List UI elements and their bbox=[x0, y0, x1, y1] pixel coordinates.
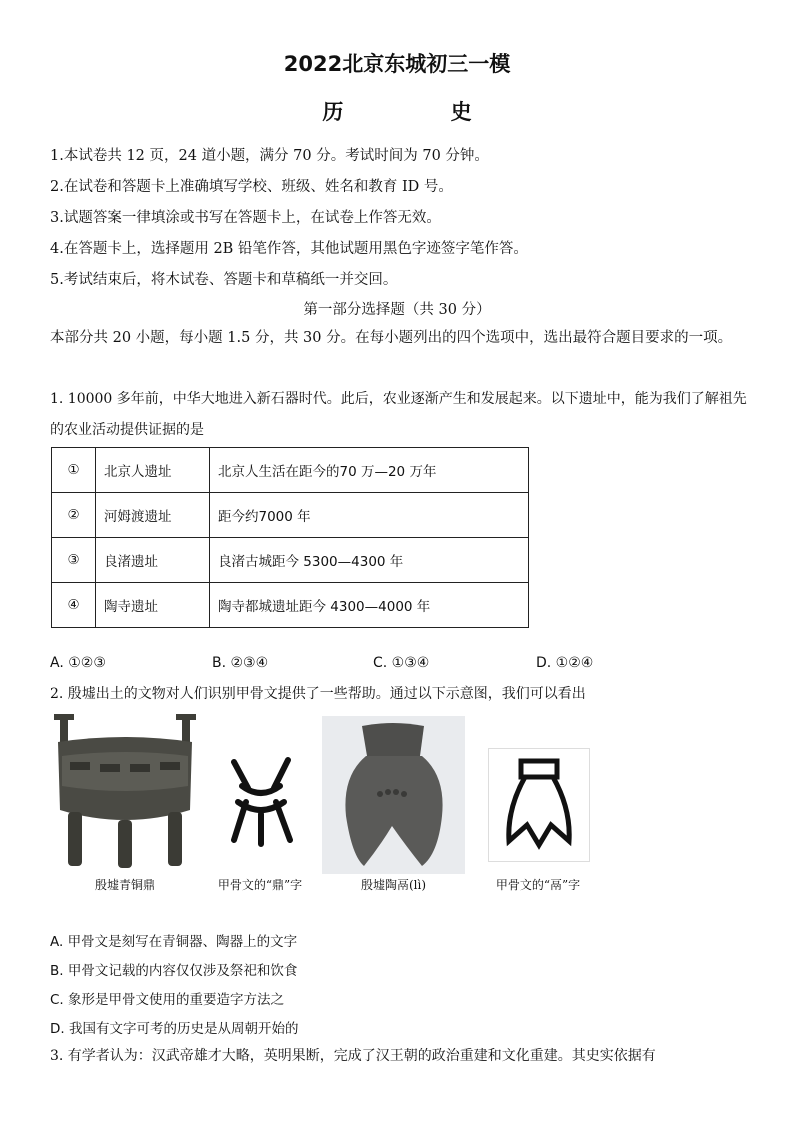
oracle-li-glyph bbox=[488, 748, 590, 862]
q1-option-c: C. ①③④ bbox=[373, 655, 430, 671]
q2-option-a: A. 甲骨文是刻写在青铜器、陶器上的文字 bbox=[50, 934, 298, 950]
oracle-ding-icon bbox=[206, 740, 316, 858]
instruction-2: 2.在试卷和答题卡上准确填写学校、班级、姓名和教育 ID 号。 bbox=[50, 179, 453, 195]
caption-oracle-ding: 甲骨文的“鼎”字 bbox=[217, 878, 303, 892]
oracle-ding-glyph bbox=[206, 740, 316, 858]
pottery-li-image bbox=[322, 716, 465, 874]
row-number: ④ bbox=[52, 583, 96, 628]
q1-option-a: A. ①②③ bbox=[50, 655, 106, 671]
table-row bbox=[52, 493, 529, 538]
sites-table bbox=[51, 447, 529, 628]
instruction-5: 5.考试结束后，将木试卷、答题卡和草稿纸一并交回。 bbox=[50, 272, 398, 288]
section-title: 第一部分选择题（共 30 分） bbox=[303, 302, 491, 318]
table-row bbox=[52, 538, 529, 583]
subject-title: 历 史 bbox=[322, 100, 522, 124]
caption-pottery-li: 殷墟陶鬲(lì) bbox=[360, 878, 427, 892]
caption-oracle-li: 甲骨文的“鬲”字 bbox=[495, 878, 581, 892]
instruction-3: 3.试题答案一律填涂或书写在答题卡上，在试卷上作答无效。 bbox=[50, 210, 441, 226]
site-desc: 距今约7000 年 bbox=[210, 493, 529, 538]
caption-bronze-ding: 殷墟青铜鼎 bbox=[94, 878, 155, 892]
q2-option-d: D. 我国有文字可考的历史是从周朝开始的 bbox=[50, 1021, 299, 1037]
q2-option-c: C. 象形是甲骨文使用的重要造字方法之 bbox=[50, 992, 285, 1008]
section-intro: 本部分共 20 小题，每小题 1.5 分，共 30 分。在每小题列出的四个选项中，选出最符合题目要求的一项。 bbox=[50, 330, 733, 346]
site-desc: 陶寺都城遗址距今 4300—4000 年 bbox=[210, 583, 529, 628]
site-desc: 北京人生活在距今的70 万—20 万年 bbox=[210, 448, 529, 493]
question-3-stem: 3. 有学者认为：汉武帝雄才大略，英明果断，完成了汉王朝的政治重建和文化重建。其史实依据有 bbox=[50, 1048, 656, 1064]
instruction-4: 4.在答题卡上，选择题用 2B 铅笔作答，其他试题用黑色字迹签字笔作答。 bbox=[50, 241, 528, 257]
exam-title: 2022北京东城初三一模 bbox=[283, 52, 511, 76]
site-name: 河姆渡遗址 bbox=[96, 493, 210, 538]
q1-option-d: D. ①②④ bbox=[536, 655, 594, 671]
site-name: 陶寺遗址 bbox=[96, 583, 210, 628]
oracle-li-icon bbox=[489, 749, 589, 861]
bronze-ding-image bbox=[50, 712, 200, 870]
q1-option-b: B. ②③④ bbox=[212, 655, 269, 671]
q2-option-b: B. 甲骨文记载的内容仅仅涉及祭祀和饮食 bbox=[50, 963, 298, 979]
site-name: 北京人遗址 bbox=[96, 448, 210, 493]
pottery-li-icon bbox=[322, 716, 465, 874]
site-name: 良渚遗址 bbox=[96, 538, 210, 583]
row-number: ③ bbox=[52, 538, 96, 583]
row-number: ① bbox=[52, 448, 96, 493]
table-row bbox=[52, 583, 529, 628]
bronze-ding-icon bbox=[50, 712, 200, 870]
question-2-stem: 2. 殷墟出土的文物对人们识别甲骨文提供了一些帮助。通过以下示意图，我们可以看出 bbox=[50, 686, 586, 702]
table-row bbox=[52, 448, 529, 493]
site-desc: 良渚古城距今 5300—4300 年 bbox=[210, 538, 529, 583]
row-number: ② bbox=[52, 493, 96, 538]
question-1-stem: 1. 10000 多年前，中华大地进入新石器时代。此后，农业逐渐产生和发展起来。以下遗址中，能为我们了解祖先的农业活动提供证据的是 bbox=[50, 391, 747, 438]
instruction-1: 1.本试卷共 12 页，24 道小题，满分 70 分。考试时间为 70 分钟。 bbox=[50, 148, 489, 164]
